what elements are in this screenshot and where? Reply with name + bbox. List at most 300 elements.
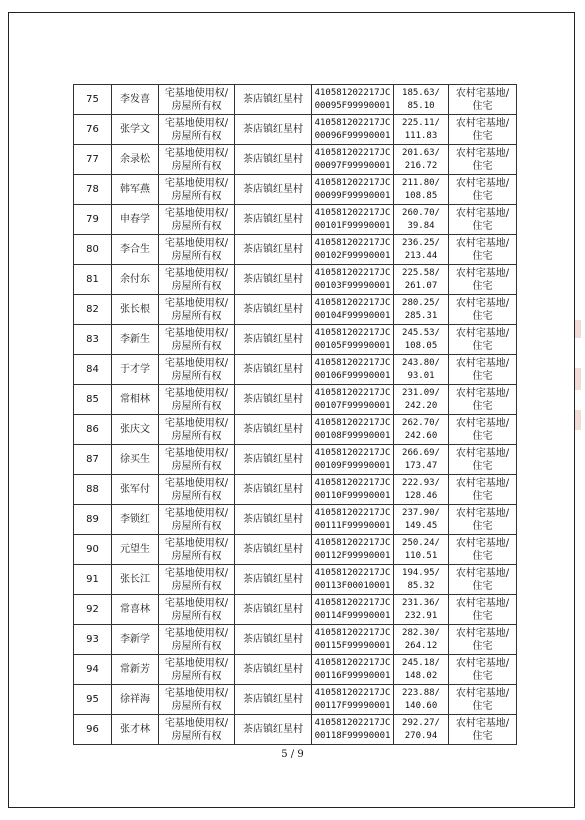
usage-cell-text: 住宅 <box>472 400 493 412</box>
area-cell-text: 128.46 <box>404 490 438 501</box>
owner-name-cell-text: 张才林 <box>120 724 150 735</box>
area-cell-text: 245.53/ <box>402 327 440 338</box>
owner-name-cell <box>112 445 159 475</box>
parcel-code-cell-text: 410581202217JC <box>314 507 391 518</box>
row-number-cell-text: 92 <box>86 604 99 615</box>
usage-cell-text: 农村宅基地/ <box>455 477 510 489</box>
usage-cell-text: 住宅 <box>472 610 493 622</box>
area-cell-text: 282.30/ <box>402 627 440 638</box>
area-cell-text: 243.80/ <box>402 357 440 368</box>
table-row <box>74 175 517 205</box>
parcel-code-cell-text: 00105F99990001 <box>314 340 391 351</box>
right-type-cell <box>159 445 235 475</box>
table-row <box>74 205 517 235</box>
owner-name-cell-text: 申春学 <box>120 214 150 225</box>
right-type-cell-text: 宅基地使用权/ <box>164 237 229 249</box>
right-type-cell-text: 宅基地使用权/ <box>164 447 229 459</box>
parcel-code-cell <box>312 355 394 385</box>
usage-cell <box>449 655 517 685</box>
usage-cell-text: 农村宅基地/ <box>455 177 510 189</box>
right-type-cell <box>159 535 235 565</box>
table-row <box>74 565 517 595</box>
right-type-cell <box>159 355 235 385</box>
row-number-cell <box>74 505 112 535</box>
owner-name-cell <box>112 325 159 355</box>
table-row <box>74 535 517 565</box>
parcel-code-cell <box>312 595 394 625</box>
right-type-cell <box>159 145 235 175</box>
owner-name-cell <box>112 415 159 445</box>
owner-name-cell-text: 张军付 <box>120 484 150 495</box>
usage-cell <box>449 325 517 355</box>
area-cell-text: 231.36/ <box>402 597 440 608</box>
parcel-code-cell-text: 410581202217JC <box>314 627 391 638</box>
usage-cell-text: 农村宅基地/ <box>455 597 510 609</box>
row-number-cell <box>74 85 112 115</box>
owner-name-cell <box>112 655 159 685</box>
right-type-cell <box>159 385 235 415</box>
table-row <box>74 505 517 535</box>
row-number-cell-text: 85 <box>86 394 99 405</box>
area-cell <box>394 85 449 115</box>
area-cell-text: 260.70/ <box>402 207 440 218</box>
usage-cell-text: 住宅 <box>472 370 493 382</box>
parcel-code-cell <box>312 235 394 265</box>
parcel-code-cell-text: 00097F99990001 <box>314 160 391 171</box>
usage-cell <box>449 235 517 265</box>
seal-fragment <box>575 410 581 430</box>
area-cell-text: 264.12 <box>404 640 438 651</box>
right-type-cell-text: 宅基地使用权/ <box>164 207 229 219</box>
usage-cell <box>449 535 517 565</box>
right-type-cell <box>159 205 235 235</box>
location-cell <box>235 265 312 295</box>
location-cell-text: 茶店镇红星村 <box>243 604 303 615</box>
usage-cell-text: 农村宅基地/ <box>455 147 510 159</box>
right-type-cell-text: 宅基地使用权/ <box>164 537 229 549</box>
row-number-cell <box>74 655 112 685</box>
usage-cell-text: 农村宅基地/ <box>455 207 510 219</box>
right-type-cell-text: 宅基地使用权/ <box>164 267 229 279</box>
right-type-cell <box>159 625 235 655</box>
usage-cell-text: 住宅 <box>472 250 493 262</box>
right-type-cell <box>159 505 235 535</box>
location-cell <box>235 595 312 625</box>
parcel-code-cell-text: 410581202217JC <box>314 87 391 98</box>
location-cell <box>235 415 312 445</box>
area-cell-text: 173.47 <box>404 460 438 471</box>
owner-name-cell-text: 张长根 <box>120 304 150 315</box>
area-cell <box>394 415 449 445</box>
location-cell <box>235 385 312 415</box>
area-cell-text: 280.25/ <box>402 297 440 308</box>
usage-cell-text: 住宅 <box>472 670 493 682</box>
parcel-code-cell <box>312 445 394 475</box>
row-number-cell <box>74 235 112 265</box>
area-cell <box>394 595 449 625</box>
owner-name-cell <box>112 295 159 325</box>
parcel-code-cell-text: 00099F99990001 <box>314 190 391 201</box>
area-cell <box>394 265 449 295</box>
row-number-cell-text: 80 <box>86 244 99 255</box>
right-type-cell <box>159 85 235 115</box>
row-number-cell-text: 79 <box>86 214 99 225</box>
owner-name-cell <box>112 175 159 205</box>
parcel-code-cell-text: 410581202217JC <box>314 657 391 668</box>
area-cell <box>394 685 449 715</box>
owner-name-cell-text: 韩军燕 <box>120 184 150 195</box>
owner-name-cell-text: 徐买生 <box>120 454 150 465</box>
row-number-cell <box>74 295 112 325</box>
owner-name-cell-text: 余付东 <box>120 274 150 285</box>
right-type-cell-text: 宅基地使用权/ <box>164 177 229 189</box>
parcel-code-cell-text: 00095F99990001 <box>314 100 391 111</box>
right-type-cell-text: 房屋所有权 <box>171 610 222 622</box>
owner-name-cell-text: 张长江 <box>120 574 150 585</box>
area-cell-text: 223.88/ <box>402 687 440 698</box>
row-number-cell <box>74 685 112 715</box>
location-cell <box>235 685 312 715</box>
usage-cell-text: 住宅 <box>472 220 493 232</box>
parcel-code-cell-text: 410581202217JC <box>314 237 391 248</box>
area-cell-text: 216.72 <box>404 160 438 171</box>
usage-cell-text: 住宅 <box>472 100 493 112</box>
location-cell <box>235 475 312 505</box>
right-type-cell <box>159 475 235 505</box>
usage-cell <box>449 595 517 625</box>
parcel-code-cell-text: 00103F99990001 <box>314 280 391 291</box>
right-type-cell-text: 房屋所有权 <box>171 130 222 142</box>
row-number-cell <box>74 205 112 235</box>
area-cell-text: 201.63/ <box>402 147 440 158</box>
parcel-code-cell <box>312 505 394 535</box>
table-row <box>74 265 517 295</box>
usage-cell-text: 住宅 <box>472 700 493 712</box>
usage-cell-text: 住宅 <box>472 640 493 652</box>
right-type-cell-text: 房屋所有权 <box>171 730 222 742</box>
parcel-code-cell <box>312 385 394 415</box>
area-cell <box>394 565 449 595</box>
area-cell-text: 237.90/ <box>402 507 440 518</box>
usage-cell <box>449 625 517 655</box>
location-cell-text: 茶店镇红星村 <box>243 214 303 225</box>
parcel-code-cell-text: 410581202217JC <box>314 597 391 608</box>
owner-name-cell-text: 常新芳 <box>120 664 150 675</box>
owner-name-cell <box>112 565 159 595</box>
usage-cell <box>449 355 517 385</box>
parcel-code-cell-text: 00112F99990001 <box>314 550 391 561</box>
parcel-code-cell <box>312 175 394 205</box>
area-cell <box>394 205 449 235</box>
usage-cell-text: 农村宅基地/ <box>455 657 510 669</box>
location-cell <box>235 295 312 325</box>
parcel-code-cell-text: 410581202217JC <box>314 387 391 398</box>
area-cell-text: 250.24/ <box>402 537 440 548</box>
location-cell-text: 茶店镇红星村 <box>243 454 303 465</box>
usage-cell-text: 住宅 <box>472 130 493 142</box>
location-cell <box>235 445 312 475</box>
table-row <box>74 595 517 625</box>
parcel-code-cell <box>312 625 394 655</box>
right-type-cell <box>159 295 235 325</box>
row-number-cell-text: 88 <box>86 484 99 495</box>
location-cell-text: 茶店镇红星村 <box>243 274 303 285</box>
right-type-cell-text: 宅基地使用权/ <box>164 357 229 369</box>
parcel-code-cell-text: 410581202217JC <box>314 447 391 458</box>
row-number-cell-text: 91 <box>86 574 99 585</box>
owner-name-cell-text: 于才学 <box>120 364 150 375</box>
row-number-cell-text: 87 <box>86 454 99 465</box>
right-type-cell-text: 宅基地使用权/ <box>164 687 229 699</box>
area-cell-text: 292.27/ <box>402 717 440 728</box>
parcel-code-cell-text: 00096F99990001 <box>314 130 391 141</box>
parcel-code-cell <box>312 205 394 235</box>
table-row <box>74 625 517 655</box>
parcel-code-cell-text: 00110F99990001 <box>314 490 391 501</box>
owner-name-cell <box>112 355 159 385</box>
usage-cell <box>449 205 517 235</box>
owner-name-cell-text: 李合生 <box>120 244 150 255</box>
parcel-code-cell-text: 410581202217JC <box>314 267 391 278</box>
location-cell <box>235 85 312 115</box>
right-type-cell-text: 宅基地使用权/ <box>164 507 229 519</box>
seal-fragment <box>575 320 581 338</box>
row-number-cell-text: 93 <box>86 634 99 645</box>
usage-cell <box>449 145 517 175</box>
usage-cell-text: 农村宅基地/ <box>455 327 510 339</box>
page-number: 5 / 9 <box>281 749 304 760</box>
parcel-code-cell-text: 00114F99990001 <box>314 610 391 621</box>
row-number-cell-text: 86 <box>86 424 99 435</box>
area-cell <box>394 295 449 325</box>
right-type-cell <box>159 685 235 715</box>
area-cell-text: 93.01 <box>407 370 435 381</box>
right-type-cell-text: 宅基地使用权/ <box>164 717 229 729</box>
area-cell-text: 148.02 <box>404 670 438 681</box>
owner-name-cell-text: 徐祥海 <box>120 694 150 705</box>
owner-name-cell <box>112 115 159 145</box>
table-row <box>74 145 517 175</box>
parcel-code-cell-text: 410581202217JC <box>314 357 391 368</box>
usage-cell <box>449 115 517 145</box>
location-cell-text: 茶店镇红星村 <box>243 364 303 375</box>
parcel-code-cell-text: 410581202217JC <box>314 207 391 218</box>
location-cell <box>235 505 312 535</box>
parcel-code-cell-text: 00116F99990001 <box>314 670 391 681</box>
area-cell-text: 242.60 <box>404 430 438 441</box>
usage-cell-text: 农村宅基地/ <box>455 267 510 279</box>
parcel-code-cell-text: 410581202217JC <box>314 177 391 188</box>
row-number-cell <box>74 595 112 625</box>
row-number-cell <box>74 715 112 745</box>
parcel-code-cell <box>312 415 394 445</box>
table-row <box>74 355 517 385</box>
owner-name-cell-text: 余录松 <box>120 154 150 165</box>
right-type-cell-text: 宅基地使用权/ <box>164 147 229 159</box>
parcel-code-cell-text: 00111F99990001 <box>314 520 391 531</box>
owner-name-cell <box>112 145 159 175</box>
right-type-cell-text: 房屋所有权 <box>171 430 222 442</box>
table-row <box>74 715 517 745</box>
right-type-cell <box>159 265 235 295</box>
area-cell <box>394 445 449 475</box>
usage-cell-text: 住宅 <box>472 310 493 322</box>
usage-cell <box>449 385 517 415</box>
area-cell-text: 236.25/ <box>402 237 440 248</box>
row-number-cell-text: 83 <box>86 334 99 345</box>
usage-cell <box>449 715 517 745</box>
area-cell-text: 232.91 <box>404 610 438 621</box>
area-cell <box>394 505 449 535</box>
usage-cell-text: 住宅 <box>472 520 493 532</box>
parcel-code-cell-text: 00118F99990001 <box>314 730 391 741</box>
owner-name-cell-text: 张庆文 <box>120 424 150 435</box>
parcel-code-cell <box>312 295 394 325</box>
usage-cell-text: 农村宅基地/ <box>455 417 510 429</box>
right-type-cell-text: 房屋所有权 <box>171 700 222 712</box>
usage-cell <box>449 295 517 325</box>
location-cell-text: 茶店镇红星村 <box>243 544 303 555</box>
row-number-cell <box>74 115 112 145</box>
location-cell-text: 茶店镇红星村 <box>243 424 303 435</box>
table-row <box>74 235 517 265</box>
usage-cell-text: 农村宅基地/ <box>455 297 510 309</box>
area-cell-text: 85.32 <box>407 580 435 591</box>
location-cell-text: 茶店镇红星村 <box>243 94 303 105</box>
area-cell-text: 266.69/ <box>402 447 440 458</box>
location-cell-text: 茶店镇红星村 <box>243 394 303 405</box>
area-cell <box>394 655 449 685</box>
usage-cell <box>449 85 517 115</box>
usage-cell-text: 农村宅基地/ <box>455 447 510 459</box>
location-cell-text: 茶店镇红星村 <box>243 304 303 315</box>
usage-cell-text: 农村宅基地/ <box>455 507 510 519</box>
table-row <box>74 115 517 145</box>
usage-cell-text: 农村宅基地/ <box>455 687 510 699</box>
area-cell-text: 185.63/ <box>402 87 440 98</box>
area-cell <box>394 145 449 175</box>
right-type-cell-text: 房屋所有权 <box>171 160 222 172</box>
right-type-cell-text: 房屋所有权 <box>171 280 222 292</box>
usage-cell-text: 住宅 <box>472 160 493 172</box>
row-number-cell-text: 78 <box>86 184 99 195</box>
owner-name-cell-text: 李锁红 <box>120 514 150 525</box>
parcel-code-cell-text: 00117F99990001 <box>314 700 391 711</box>
area-cell-text: 225.11/ <box>402 117 440 128</box>
usage-cell <box>449 265 517 295</box>
owner-name-cell-text: 常相林 <box>120 394 150 405</box>
area-cell <box>394 715 449 745</box>
area-cell-text: 213.44 <box>404 250 438 261</box>
area-cell-text: 262.70/ <box>402 417 440 428</box>
parcel-code-cell-text: 00115F99990001 <box>314 640 391 651</box>
usage-cell <box>449 565 517 595</box>
area-cell-text: 85.10 <box>407 100 435 111</box>
location-cell-text: 茶店镇红星村 <box>243 694 303 705</box>
area-cell-text: 108.05 <box>404 340 438 351</box>
area-cell-text: 108.85 <box>404 190 438 201</box>
right-type-cell-text: 宅基地使用权/ <box>164 567 229 579</box>
usage-cell <box>449 415 517 445</box>
parcel-code-cell-text: 410581202217JC <box>314 687 391 698</box>
row-number-cell-text: 84 <box>86 364 99 375</box>
owner-name-cell <box>112 685 159 715</box>
right-type-cell-text: 宅基地使用权/ <box>164 387 229 399</box>
right-type-cell <box>159 595 235 625</box>
usage-cell-text: 农村宅基地/ <box>455 717 510 729</box>
usage-cell-text: 农村宅基地/ <box>455 117 510 129</box>
area-cell-text: 285.31 <box>404 310 438 321</box>
location-cell <box>235 355 312 385</box>
usage-cell <box>449 475 517 505</box>
right-type-cell-text: 房屋所有权 <box>171 640 222 652</box>
right-type-cell <box>159 565 235 595</box>
parcel-code-cell-text: 410581202217JC <box>314 117 391 128</box>
row-number-cell <box>74 625 112 655</box>
usage-cell-text: 住宅 <box>472 190 493 202</box>
parcel-code-cell-text: 410581202217JC <box>314 477 391 488</box>
registration-table <box>73 84 517 745</box>
usage-cell-text: 住宅 <box>472 460 493 472</box>
parcel-code-cell <box>312 685 394 715</box>
right-type-cell-text: 宅基地使用权/ <box>164 117 229 129</box>
row-number-cell <box>74 535 112 565</box>
location-cell-text: 茶店镇红星村 <box>243 574 303 585</box>
row-number-cell-text: 94 <box>86 664 99 675</box>
right-type-cell-text: 房屋所有权 <box>171 400 222 412</box>
location-cell-text: 茶店镇红星村 <box>243 634 303 645</box>
parcel-code-cell <box>312 565 394 595</box>
row-number-cell <box>74 475 112 505</box>
right-type-cell <box>159 175 235 205</box>
parcel-code-cell <box>312 265 394 295</box>
right-type-cell-text: 房屋所有权 <box>171 310 222 322</box>
right-type-cell-text: 宅基地使用权/ <box>164 477 229 489</box>
right-type-cell <box>159 415 235 445</box>
usage-cell-text: 住宅 <box>472 730 493 742</box>
row-number-cell-text: 95 <box>86 694 99 705</box>
usage-cell-text: 农村宅基地/ <box>455 237 510 249</box>
area-cell-text: 225.58/ <box>402 267 440 278</box>
area-cell-text: 242.20 <box>404 400 438 411</box>
usage-cell-text: 住宅 <box>472 280 493 292</box>
owner-name-cell-text: 张学文 <box>120 124 150 135</box>
row-number-cell <box>74 355 112 385</box>
location-cell <box>235 205 312 235</box>
area-cell <box>394 475 449 505</box>
location-cell <box>235 715 312 745</box>
owner-name-cell <box>112 475 159 505</box>
right-type-cell-text: 房屋所有权 <box>171 460 222 472</box>
usage-cell-text: 农村宅基地/ <box>455 537 510 549</box>
area-cell-text: 270.94 <box>404 730 438 741</box>
parcel-code-cell-text: 410581202217JC <box>314 147 391 158</box>
parcel-code-cell-text: 00113F00010001 <box>314 580 391 591</box>
parcel-code-cell-text: 00107F99990001 <box>314 400 391 411</box>
right-type-cell-text: 宅基地使用权/ <box>164 657 229 669</box>
location-cell-text: 茶店镇红星村 <box>243 484 303 495</box>
table-row <box>74 685 517 715</box>
location-cell-text: 茶店镇红星村 <box>243 514 303 525</box>
parcel-code-cell-text: 410581202217JC <box>314 567 391 578</box>
right-type-cell-text: 宅基地使用权/ <box>164 327 229 339</box>
owner-name-cell-text: 李新学 <box>120 634 150 645</box>
usage-cell <box>449 175 517 205</box>
owner-name-cell-text: 李新生 <box>120 334 150 345</box>
parcel-code-cell-text: 00102F99990001 <box>314 250 391 261</box>
row-number-cell <box>74 325 112 355</box>
right-type-cell-text: 宅基地使用权/ <box>164 597 229 609</box>
